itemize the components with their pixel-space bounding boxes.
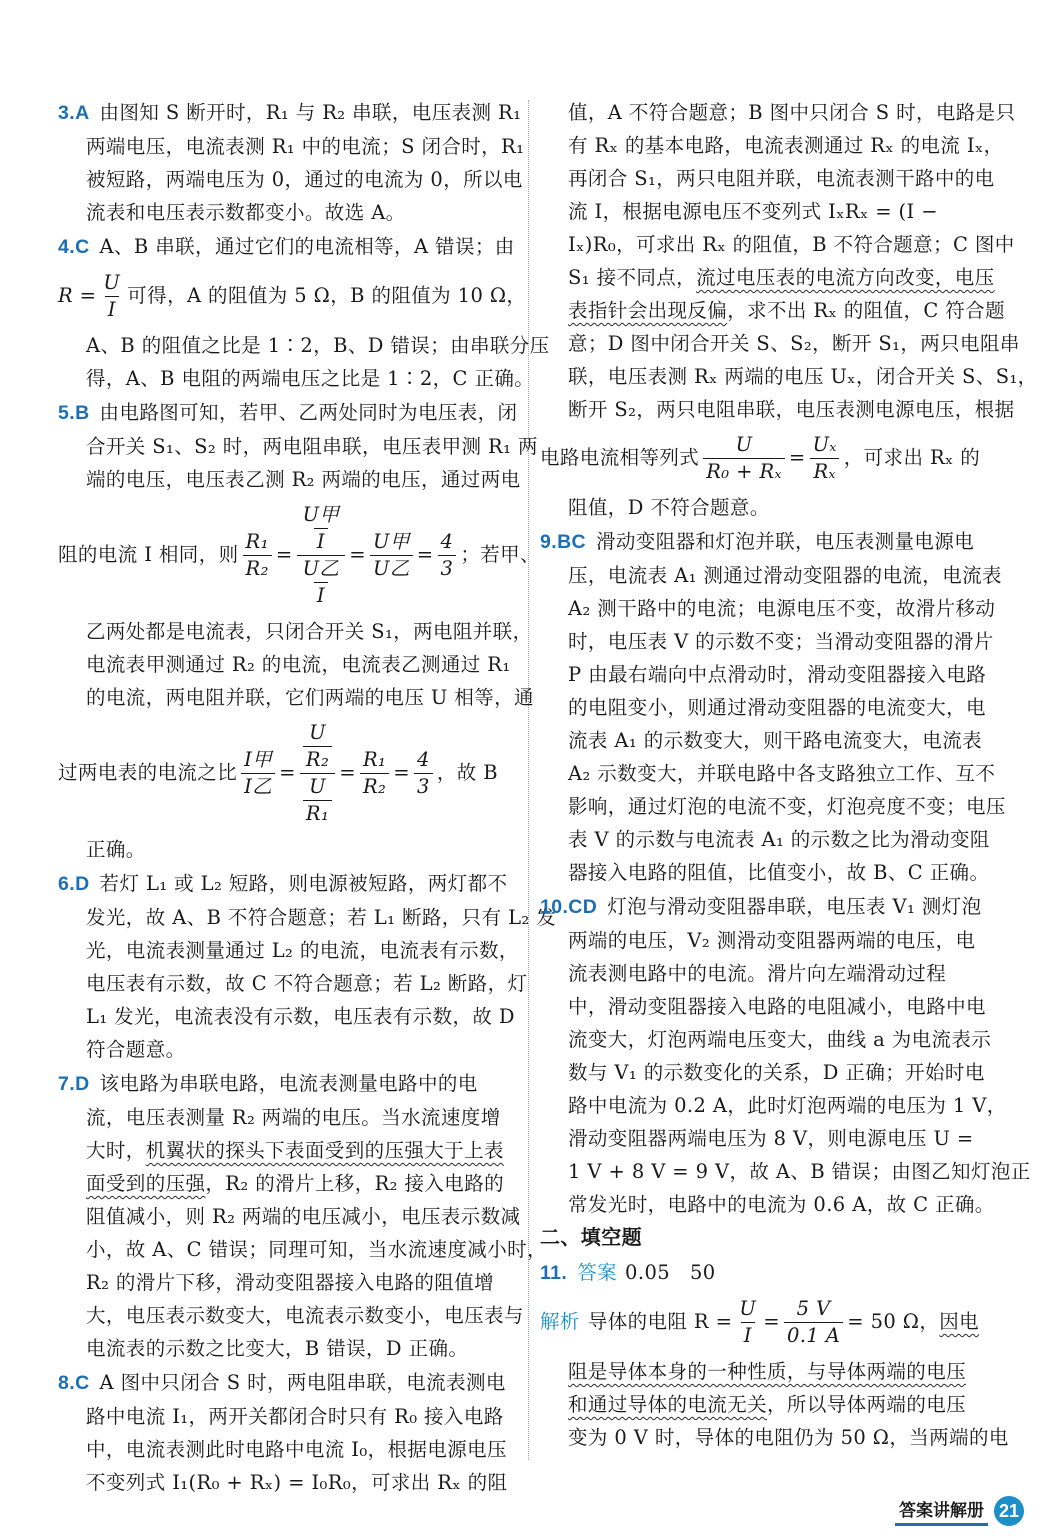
answer-q6: 6.D 若灯 L₁ 或 L₂ 短路，则电源被短路，两灯都不 发光，故 A、B 不符合题意；若 L₁ 断路，只有 L₂ 发 光，电流表测量通过 L₂ 的电流，电流表有示数， 电压表有示数，故 C 不符合题意；若 L₂ 断路，灯 L₁ 发光，电流表没有示数，电压表有示数，故 D 符合题意。 <box>58 872 557 1061</box>
answer-number: 11. <box>540 1262 568 1284</box>
fraction: $\frac{\text{R₁}}{\text{R₂}}$ <box>243 529 272 582</box>
emphasis-underline: 流过电压表的电流方向改变，电压 <box>696 266 995 289</box>
answer-number: 7.D <box>58 1073 90 1095</box>
fraction: $\frac{U}{I}$ <box>103 271 121 321</box>
answer-number: 9.BC <box>540 531 587 553</box>
fraction: $\frac{\text{I甲}}{\text{I乙}}$ <box>241 747 275 800</box>
answer-q3: 3.A 由图知 S 断开时，R₁ 与 R₂ 串联，电压表测 R₁ 两端电压，电流表测 R₁ 中的电流；S 闭合时，R₁ 被短路，两端电压为 0，通过的电流为 0，所以电 流表和电压表示数都变小。故选 A。 <box>58 101 525 224</box>
answer-q5: 5.B 由电路图可知，若甲、乙两处同时为电压表，闭 合开关 S₁、S₂ 时，两电阻串联，电压表甲测 R₁ 两 端的电压，电压表乙测 R₂ 两端的电压，通过两电 阻的电流 I 相同，则 $\frac{\text{R₁}}{\text{R₂}}$ = $\frac{\frac{\text{U甲}}{I}}{\frac{\text{U乙}}{I}}$ = $\frac{\text{U甲}}{\text{U乙}}$ = $\frac{4}{3}$ ；若甲、 乙两处都是电流表，只闭合开关 S₁，两电阻并联， 电流表甲测通过 R₂ 的电流，电流表乙测通过 R₁ 的电流，两电阻并联，它们两端的电压 U 相等，通 过两电表的电流之比 $\frac{\text{I甲}}{\text{I乙}}$ = $\frac{\frac{U}{\text{R₂}}}{\frac{U}{\text{R₁}}}$ = $\frac{\text{R₁}}{\text{R₂}}$ = $\frac{4}{3}$ ，故 B 正确。 <box>58 401 540 861</box>
answer-q4: 4.C A、B 串联，通过它们的电流相等，A 错误；由 R = $\frac{U}{I}$ 可得，A 的阻值为 5 Ω，B 的阻值为 10 Ω， A、B 的阻值之比是 1∶2，B、D 错误；由串联分压 得，A、B 电阻的两端电压之比是 1∶2，C 正确。 <box>58 235 550 390</box>
compound-fraction: $\frac{\frac{U}{\text{R₂}}}{\frac{U}{\text{R₁}}}$ <box>300 720 335 827</box>
fraction: $\frac{\text{R₁}}{\text{R₂}}$ <box>360 747 389 800</box>
answer-number: 5.B <box>58 402 90 424</box>
emphasis-underline: 因电 <box>939 1310 980 1333</box>
emphasis-underline: 机翼状的探头下表面受到的压强大于上表 <box>145 1139 504 1162</box>
section-heading: 二、填空题 <box>540 1227 642 1249</box>
answer-number: 3.A <box>58 102 90 124</box>
fraction: $\frac{4}{3}$ <box>438 529 457 582</box>
fraction: $\frac{U}{\text{R₀ + Rₓ}}$ <box>703 432 785 485</box>
emphasis-underline: 和通过导体的电流无关 <box>568 1393 768 1416</box>
answer-number: 4.C <box>58 236 90 258</box>
emphasis-underline: 阻是导体本身的一种性质，与导体两端的电压 <box>568 1360 967 1383</box>
emphasis-underline: 表指针会出现反偏 <box>568 299 728 322</box>
fraction: $\frac{4}{3}$ <box>414 747 433 800</box>
answer-tag: 答案 <box>577 1261 618 1284</box>
answer-q7: 7.D 该电路为串联电路，电流表测量电路中的电 流，电压表测量 R₂ 两端的电压。当水流速度增 大时，机翼状的探头下表面受到的压强大于上表 面受到的压强，R₂ 的滑片上移，R₂ 接入电路的 阻值减小，则 R₂ 两端的电压减小，电压表示数减 小，故 A、C 错误；同理可知，当水流速度减小时， R₂ 的滑片下移，滑动变阻器接入电路的阻值增 大，电压表示数变大，电流表示数变小，电压表与 电流表的示数之比变大，B 错误，D 正确。 <box>58 1072 547 1360</box>
fraction: $\frac{\text{Uₓ}}{\text{Rₓ}}$ <box>810 432 840 485</box>
explanation-tag: 解析 <box>540 1310 580 1333</box>
fraction: $\frac{U}{I}$ <box>739 1297 757 1347</box>
emphasis-underline: 面受到的压强 <box>86 1172 206 1195</box>
page-number: 21 <box>994 1496 1024 1526</box>
answer-q10: 10.CD 灯泡与滑动变阻器串联，电压表 V₁ 测灯泡 两端的电压，V₂ 测滑动变阻器两端的电压，电 流表测电路中的电流。滑片向左端滑动过程 中，滑动变阻器接入电路的电阻减小，电路中电 流变大，灯泡两端电压变大，曲线 a 为电流表示 数与 V₁ 的示数变化的关系，D 正确；开始时电 路中电流为 0.2 A，此时灯泡两端的电压为 1 V， 滑动变阻器两端电压为 8 V，则电源电压 U = 1 V + 8 V = 9 V，故 A、B 错误；由图乙知灯泡正 常发光时，电路中的电流为 0.6 A，故 C 正确。 <box>540 895 1031 1216</box>
answer-q9: 9.BC 滑动变阻器和灯泡并联，电压表测量电源电 压，电流表 A₁ 测通过滑动变阻器的电流，电流表 A₂ 测干路中的电流；电源电压不变，故滑片移动 时，电压表 V 的示数不变；当滑动变阻器的滑片 P 由最右端向中点滑动时，滑动变阻器接入电路 的电阻变小，则通过滑动变阻器的电流变大，电 流表 A₁ 的示数变大，则干路电流变大，电流表 A₂ 示数变大，并联电路中各支路独立工作、互不 影响，通过灯泡的电流不变，灯泡亮度不变；电压 表 V 的示数与电流表 A₁ 的示数之比为滑动变阻 器接入电路的阻值，比值变小，故 B、C 正确。 <box>540 530 1006 884</box>
compound-fraction: $\frac{\frac{\text{U甲}}{I}}{\frac{\text{U乙}}{I}}$ <box>297 502 346 609</box>
answer-number: 6.D <box>58 873 90 895</box>
answer-q11: 11. 答案 0.05 50 解析 导体的电阻 R = $\frac{U}{I}$ = $\frac{5 V}{0.1 A}$ = 50 Ω，因电 阻是导体本身的一种性质，与导体两端的电压 和通过导体的电流无关，所以导体两端的电压 变为 0 V 时，导体的电阻仍为 50 Ω，当两端的电 <box>540 1261 1009 1449</box>
fraction: $\frac{5 V}{0.1 A}$ <box>784 1296 843 1349</box>
page-footer <box>895 1496 1024 1526</box>
right-column <box>540 96 1038 1455</box>
answer-q8: 8.C A 图中只闭合 S 时，两电阻串联，电流表测电 路中电流 I₁，两开关都闭合时只有 R₀ 接入电路 中，电流表测此时电路中电流 I₀，根据电源电压 不变列式 I₁(R₀ + Rₓ) = I₀R₀，可求出 Rₓ 的阻 <box>58 1371 508 1494</box>
answer-number: 10.CD <box>540 896 598 918</box>
fraction: $\frac{\text{U甲}}{\text{U乙}}$ <box>370 529 413 582</box>
answer-number: 8.C <box>58 1372 90 1394</box>
answer-q8-continued: 值，A 不符合题意；B 图中只闭合 S 时，电路是只 有 Rₓ 的基本电路，电流表测通过 Rₓ 的电流 Iₓ， 再闭合 S₁，两只电阻并联，电流表测干路中的电 流 I，根据电源电压不变列式 IₓRₓ = (I − Iₓ)R₀，可求出 Rₓ 的阻值，B 不符合题意；C 图中 S₁ 接不同点，流过电压表的电流方向改变，电压 表指针会出现反偏，求不出 Rₓ 的阻值，C 符合题 意；D 图中闭合开关 S、S₂，断开 S₁，两只电阻串 联，电压表测 Rₓ 两端的电压 Uₓ，闭合开关 S、S₁， 断开 S₂，两只电阻串联，电压表测电源电压，根据 电路电流相等列式 $\frac{U}{\text{R₀ + Rₓ}}$ = $\frac{\text{Uₓ}}{\text{Rₓ}}$ ，可求出 Rₓ 的 阻值，D 不符合题意。 <box>540 101 1038 519</box>
footer-label: 答案讲解册 <box>895 1496 988 1526</box>
